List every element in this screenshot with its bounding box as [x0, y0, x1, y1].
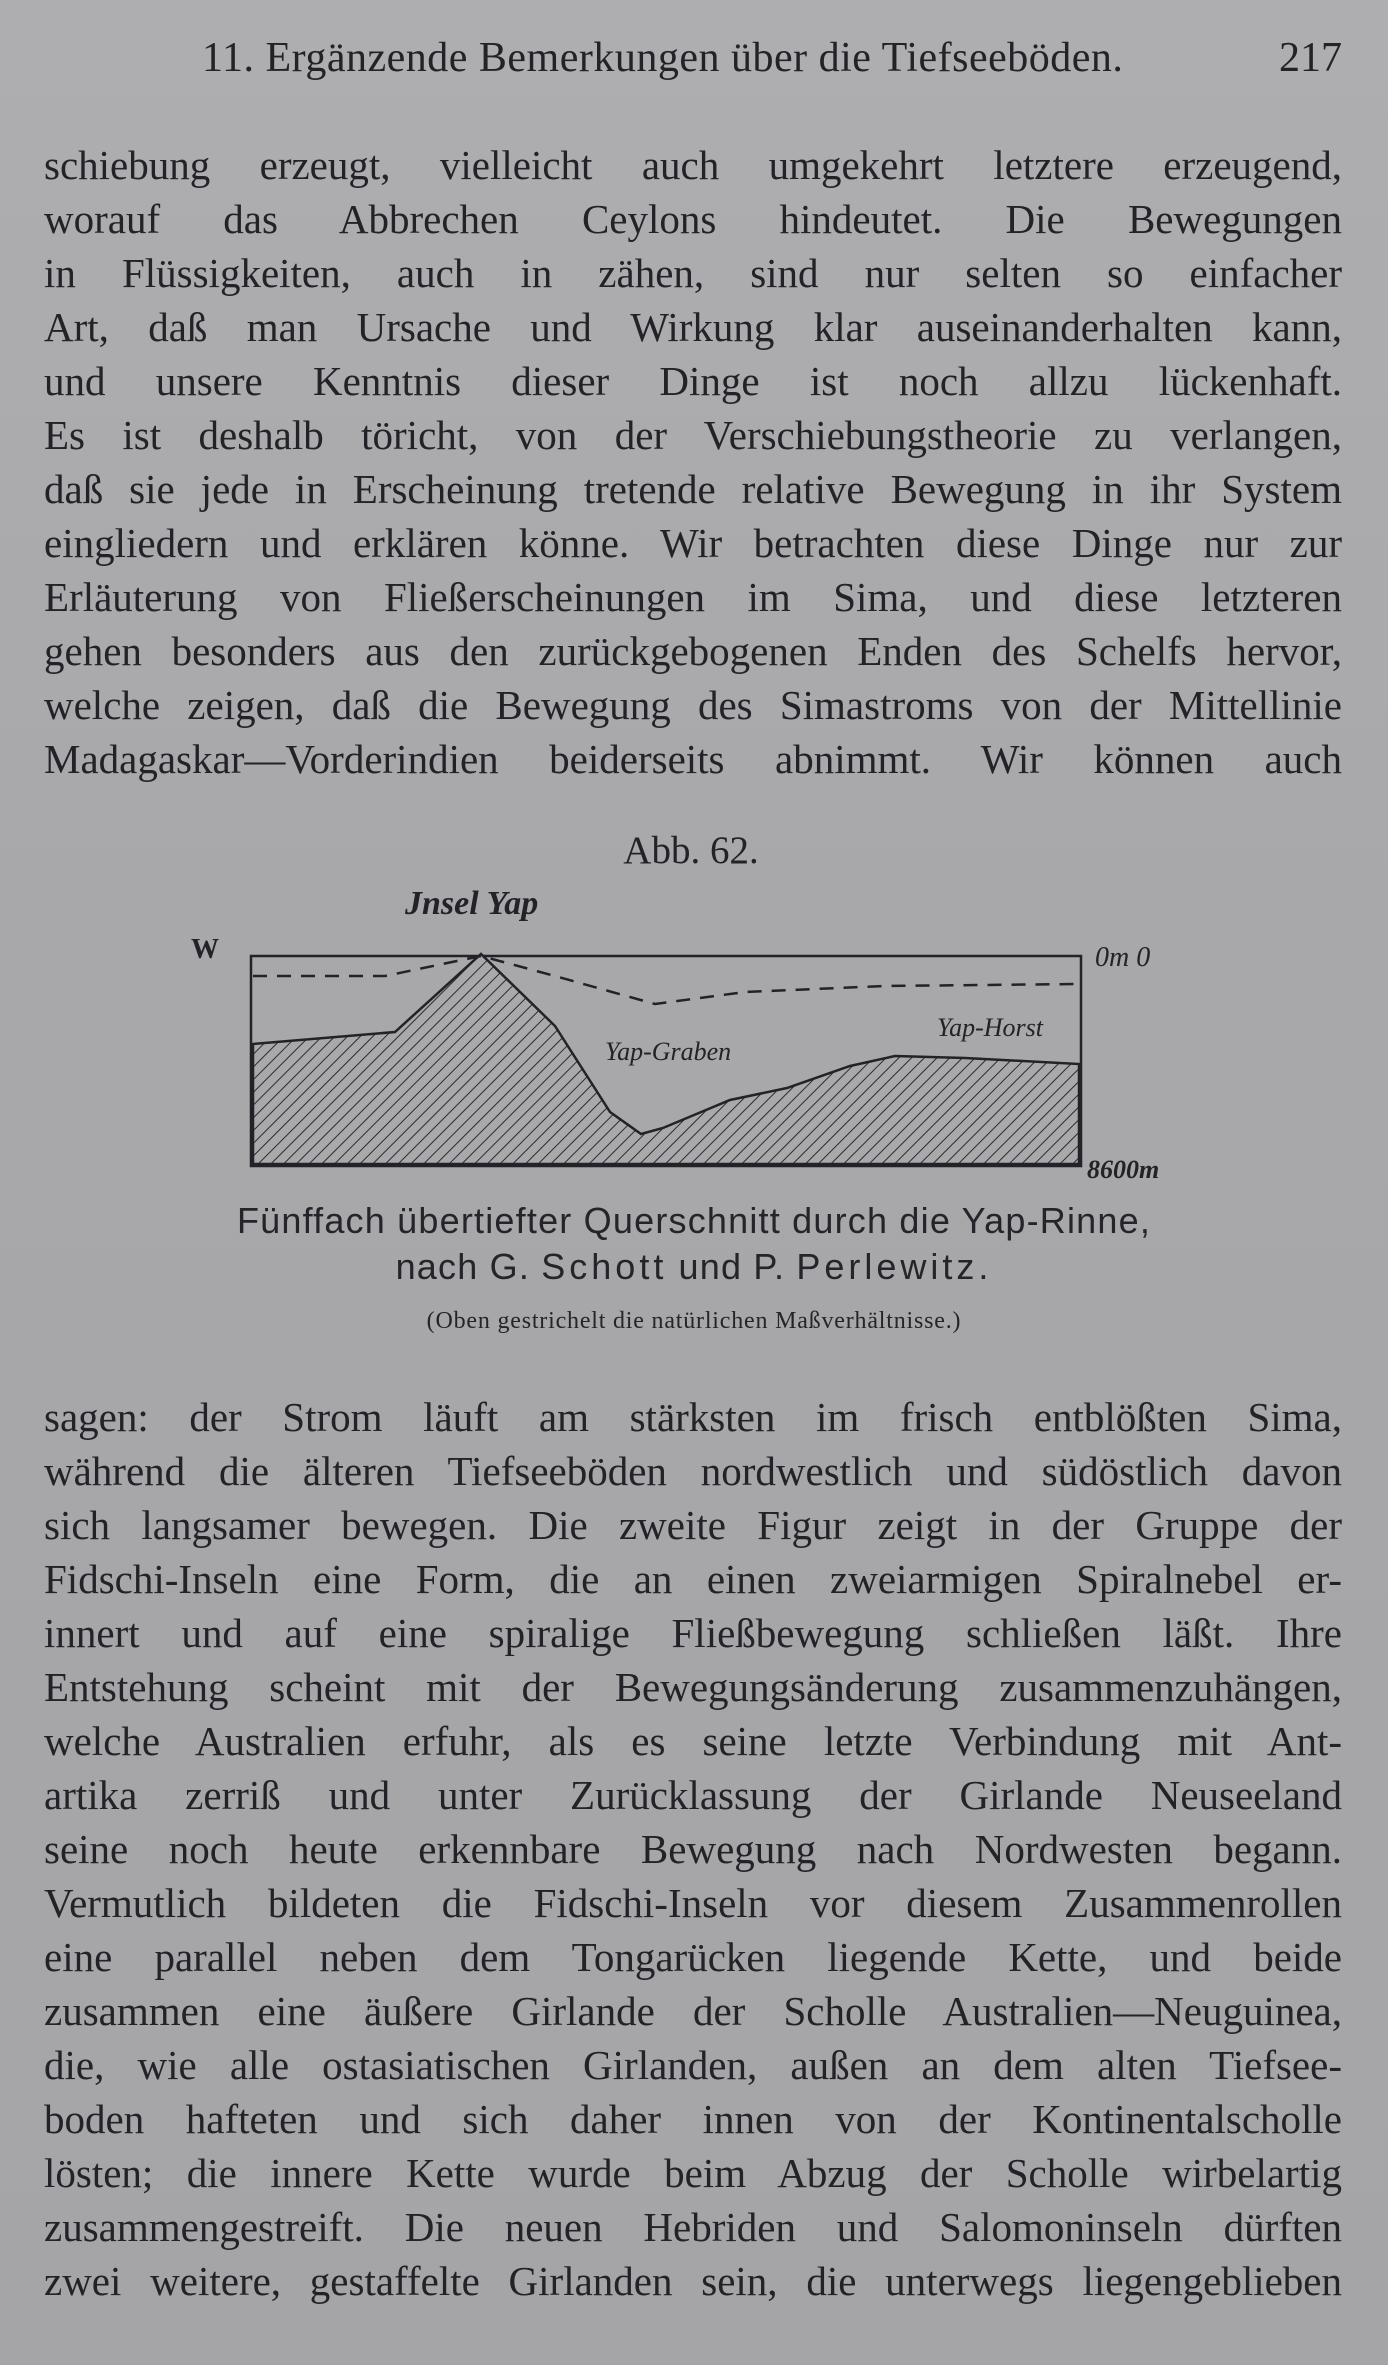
text-line: boden hafteten und sich daher innen von der Kontinentalscholle — [44, 2096, 1342, 2142]
island-label: Jnsel Yap — [405, 885, 539, 922]
text-line: Erläuterung von Fließerscheinungen im Sima, und diese letzteren — [44, 574, 1342, 620]
figure-caption-line2 — [0, 1246, 1388, 1288]
graben-label: Yap-Graben — [605, 1037, 732, 1066]
figure-caption-note: (Oben gestrichelt die natürlichen Maßverhältnisse.) — [426, 1308, 962, 1334]
text-line: worauf das Abbrechen Ceylons hindeutet. Die Bewegungen — [44, 196, 1342, 242]
text-line: die, wie alle ostasiatischen Girlanden, außen an dem alten Tiefsee- — [44, 2042, 1342, 2088]
text-line: daß sie jede in Erscheinung tretende relative Bewegung in ihr System — [44, 466, 1342, 512]
text-line: welche zeigen, daß die Bewegung des Simastroms von der Mittellinie — [44, 682, 1342, 728]
text-line: seine noch heute erkennbare Bewegung nach Nordwesten begann. — [44, 1826, 1342, 1872]
paragraph-upper — [44, 138, 1342, 786]
text-line: Entstehung scheint mit der Bewegungsänderung zusammenzuhängen, — [44, 1664, 1342, 1710]
natural-proportion-dashed-line — [253, 956, 1079, 1004]
text-line: artika zerriß und unter Zurücklassung der Girlande Neuseeland — [44, 1772, 1342, 1818]
page-number: 217 — [1279, 35, 1342, 81]
paragraph-lower — [44, 1390, 1342, 2308]
west-label: W — [191, 934, 219, 965]
text-line: zusammengestreift. Die neuen Hebriden und Salomoninseln dürften — [44, 2204, 1342, 2250]
text-line: zwei weitere, gestaffelte Girlanden sein, die unterwegs liegengeblieben — [44, 2258, 1342, 2304]
figure-number: Abb. 62. — [623, 829, 759, 872]
text-line: sich langsamer bewegen. Die zweite Figur zeigt in der Gruppe der — [44, 1502, 1342, 1548]
caption-mid: und P. — [678, 1246, 786, 1287]
yap-cross-section-diagram — [185, 880, 1225, 1180]
author-perlewitz: Perlewitz. — [796, 1246, 993, 1287]
text-line: Vermutlich bildeten die Fidschi-Inseln vor diesem Zusammenrollen — [44, 1880, 1342, 1926]
text-line: lösten; die innere Kette wurde beim Abzug der Scholle wirbelartig — [44, 2150, 1342, 2196]
text-line: sagen: der Strom läuft am stärksten im frisch entblößten Sima, — [44, 1394, 1342, 1440]
horst-label: Yap-Horst — [937, 1013, 1043, 1042]
surface-depth-label: 0m 0 — [1095, 942, 1151, 973]
text-line: schiebung erzeugt, vielleicht auch umgekehrt letztere erzeugend, — [44, 142, 1342, 188]
figure-label — [0, 828, 1388, 873]
caption-prefix: nach G. — [395, 1246, 531, 1287]
bottom-depth-label: 8600m — [1087, 1155, 1160, 1180]
text-line: Fidschi-Inseln eine Form, die an einen zweiarmigen Spiralnebel er- — [44, 1556, 1342, 1602]
text-line: und unsere Kenntnis dieser Dinge ist noch allzu lückenhaft. — [44, 358, 1342, 404]
text-line: Es ist deshalb töricht, von der Verschiebungstheorie zu verlangen, — [44, 412, 1342, 458]
text-line: Art, daß man Ursache und Wirkung klar auseinanderhalten kann, — [44, 304, 1342, 350]
text-line: innert und auf eine spiralige Fließbewegung schließen läßt. Ihre — [44, 1610, 1342, 1656]
chapter-title: 11. Ergänzende Bemerkungen über die Tiefseeböden. — [202, 35, 1124, 81]
text-line: zusammen eine äußere Girlande der Scholle Australien—Neuguinea, — [44, 1988, 1342, 2034]
text-line: Madagaskar—Vorderindien beiderseits abnimmt. Wir können auch — [44, 736, 1342, 782]
running-header — [0, 34, 1388, 86]
author-schott: Schott — [541, 1246, 668, 1287]
text-line: eingliedern und erklären könne. Wir betrachten diese Dinge nur zur — [44, 520, 1342, 566]
text-line: in Flüssigkeiten, auch in zähen, sind nur selten so einfacher — [44, 250, 1342, 296]
figure-caption-line1: Fünffach übertiefter Querschnitt durch die Yap-Rinne, — [236, 1200, 1152, 1241]
text-line: welche Australien erfuhr, als es seine letzte Verbindung mit Ant- — [44, 1718, 1342, 1764]
text-line: eine parallel neben dem Tongarücken liegende Kette, und beide — [44, 1934, 1342, 1980]
text-line: gehen besonders aus den zurückgebogenen Enden des Schelfs hervor, — [44, 628, 1342, 674]
text-line: während die älteren Tiefseeböden nordwestlich und südöstlich davon — [44, 1448, 1342, 1494]
